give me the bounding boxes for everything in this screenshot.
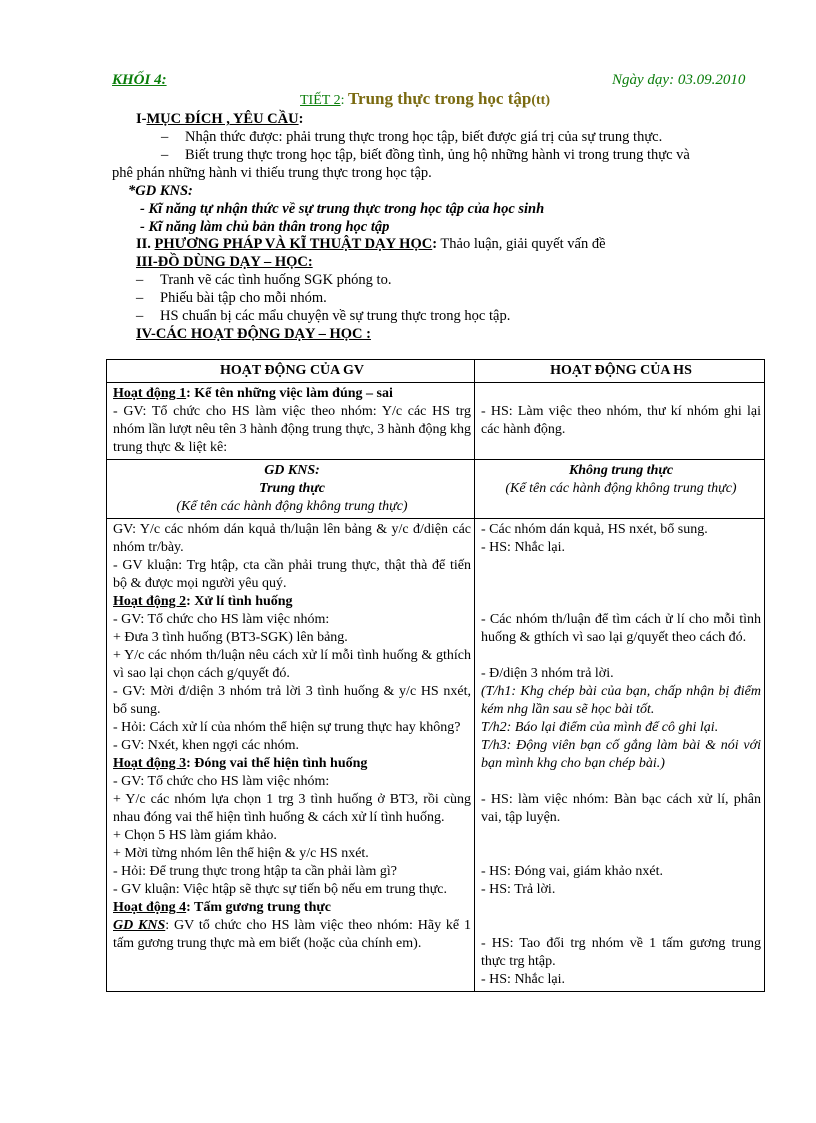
- objective-item-continued: phê phán những hành vi thiếu trung thực trong học tập.: [112, 165, 432, 181]
- teacher-text: - GV kluận: Trg htập, cta cần phải trung thực, thật thà để tiến bộ & được mọi người yêu quý.: [113, 558, 471, 591]
- teacher-cell: [107, 519, 475, 992]
- activity-3-heading: Hoạt động 3: Đóng vai thể hiện tình huống: [113, 756, 368, 771]
- teacher-text: + Mời từng nhóm lên thể hiện & y/c HS nxét.: [113, 846, 369, 861]
- teacher-cell: [107, 460, 475, 519]
- teacher-text: - GV: Mời đ/diện 3 nhóm trả lời 3 tình huống & y/c HS nxét, bổ sung.: [113, 684, 471, 717]
- teacher-text: - Hỏi: Để trung thực trong htập ta cần phải làm gì?: [113, 864, 398, 879]
- objective-item: – Biết trung thực trong học tập, biết đồng tình, ủng hộ những hành vi trong trung thực và: [161, 147, 690, 163]
- column-header-teacher: HOẠT ĐỘNG CỦA GV: [107, 360, 475, 383]
- activity-2-heading: Hoạt động 2: Xử lí tình huống: [113, 594, 293, 609]
- column-header-student: HOẠT ĐỘNG CỦA HS: [475, 360, 765, 383]
- teacher-text: + Y/c các nhóm lựa chọn 1 trg 3 tình huống ở BT3, rồi cùng nhau đóng vai thể hiện tình huống & cách xử lí tình huống.: [113, 792, 471, 825]
- table-row: [107, 383, 765, 460]
- lesson-heading: TIẾT 2: Trung thực trong học tập(tt): [300, 89, 550, 108]
- section-materials-heading: III-ĐỒ DÙNG DẠY – HỌC:: [136, 254, 313, 270]
- section-activities-heading: IV-CÁC HOẠT ĐỘNG DẠY – HỌC :: [136, 326, 371, 342]
- kns-label: GD KNS:: [264, 463, 320, 478]
- teacher-text: - Hỏi: Cách xử lí của nhóm thể hiện sự trung thực hay không?: [113, 720, 461, 735]
- student-text: - HS: Trả lời.: [481, 882, 556, 897]
- table-header-row: [107, 360, 765, 383]
- student-text: - Các nhóm th/luận để tìm cách ử lí cho mỗi tình huống & gthích vì sao lại g/quyết theo cách đó.: [481, 612, 761, 645]
- student-text: (T/h1: Khg chép bài của bạn, chấp nhận bị điểm kém nhg lần sau sẽ học bài tốt.: [481, 684, 761, 717]
- honest-label: Trung thực: [259, 481, 325, 496]
- section-objectives-heading: I-MỤC ĐÍCH , YÊU CẦU:: [136, 111, 304, 127]
- kns-item: - Kĩ năng làm chủ bản thân trong học tập: [140, 219, 390, 235]
- teacher-text: + Y/c các nhóm th/luận nêu cách xử lí mỗi tình huống & gthích vì sao lại chọn cách g/quyết đó.: [113, 648, 471, 681]
- section-methods-heading: II. PHƯƠNG PHÁP VÀ KĨ THUẬT DẠY HỌC: Thảo luận, giải quyết vấn đề: [136, 236, 606, 252]
- student-text: - HS: làm việc nhóm: Bàn bạc cách xử lí, phân vai, tập luyện.: [481, 792, 761, 825]
- student-text: T/h3: Động viên bạn cố gắng làm bài & nói với bạn mình khg cho bạn chép bài.): [481, 738, 761, 771]
- dishonest-label: Không trung thực: [568, 463, 674, 478]
- kns-heading: *GD KNS:: [128, 183, 193, 199]
- lesson-title: Trung thực trong học tập: [347, 89, 532, 108]
- lesson-number: TIẾT 2: [300, 93, 341, 108]
- student-text: - HS: Tao đổi trg nhóm về 1 tấm gương trung thực trg htập.: [481, 936, 761, 969]
- student-text: - Đ/diện 3 nhóm trả lời.: [481, 666, 614, 681]
- honest-sublabel: (Kể tên các hành động không trung thực): [176, 499, 408, 514]
- objective-item: – Nhận thức được: phải trung thực trong học tập, biết được giá trị của sự trung thực.: [161, 129, 663, 145]
- student-cell: [475, 519, 765, 992]
- student-cell: [475, 460, 765, 519]
- teacher-text: - GV: Nxét, khen ngợi các nhóm.: [113, 738, 299, 753]
- teacher-text: - GV kluận: Việc htập sẽ thực sự tiến bộ nếu em trung thực.: [113, 882, 448, 897]
- table-row: [107, 519, 765, 992]
- grade-label: KHỐI 4:: [112, 72, 167, 88]
- teacher-text: - GV: Tổ chức cho HS làm việc nhóm:: [113, 774, 330, 789]
- student-cell: [475, 383, 765, 460]
- kns-item: - Kĩ năng tự nhận thức về sự trung thực trong học tập của học sinh: [140, 201, 545, 217]
- activities-table: [106, 359, 765, 992]
- activity-1-student-text: - HS: Làm việc theo nhóm, thư kí nhóm ghi lại các hành động.: [481, 404, 761, 437]
- student-text: T/h2: Báo lại điểm của mình để cô ghi lại.: [481, 720, 719, 735]
- material-item: – HS chuẩn bị các mẩu chuyện về sự trung thực trong học tập.: [136, 308, 511, 324]
- dishonest-sublabel: (Kể tên các hành động không trung thực): [505, 481, 737, 496]
- activity-4-teacher-text: GD KNS: GV tổ chức cho HS làm việc theo nhóm: Hãy kể 1 tấm gương trung thực mà em biết (hoặc của chính em).: [113, 918, 471, 951]
- teacher-cell: [107, 383, 475, 460]
- teacher-text: GV: Y/c các nhóm dán kquả th/luận lên bảng & y/c đ/diện các nhóm tr/bày.: [113, 522, 471, 555]
- activity-4-heading: Hoạt động 4: Tấm gương trung thực: [113, 900, 331, 915]
- teacher-text: - GV: Tổ chức cho HS làm việc nhóm:: [113, 612, 330, 627]
- material-item: – Phiếu bài tập cho mỗi nhóm.: [136, 290, 327, 306]
- teaching-date: Ngày dạy: 03.09.2010: [612, 72, 746, 88]
- material-item: – Tranh vẽ các tình huống SGK phóng to.: [136, 272, 392, 288]
- teacher-text: + Chọn 5 HS làm giám khảo.: [113, 828, 277, 843]
- teacher-text: + Đưa 3 tình huống (BT3-SGK) lên bảng.: [113, 630, 348, 645]
- student-text: - HS: Nhắc lại.: [481, 972, 565, 987]
- activity-1-teacher-text: - GV: Tổ chức cho HS làm việc theo nhóm: Y/c các HS trg nhóm lần lượt nêu tên 3 hành động trung thực, 3 hành động khg trung thực & liệt kê:: [113, 404, 471, 455]
- student-text: - HS: Nhắc lại.: [481, 540, 565, 555]
- student-text: - Các nhóm dán kquả, HS nxét, bổ sung.: [481, 522, 708, 537]
- student-text: - HS: Đóng vai, giám khảo nxét.: [481, 864, 663, 879]
- table-row: [107, 460, 765, 519]
- activity-1-heading: Hoạt động 1: Kể tên những việc làm đúng – sai: [113, 386, 393, 401]
- lesson-title-suffix: (tt): [531, 93, 550, 108]
